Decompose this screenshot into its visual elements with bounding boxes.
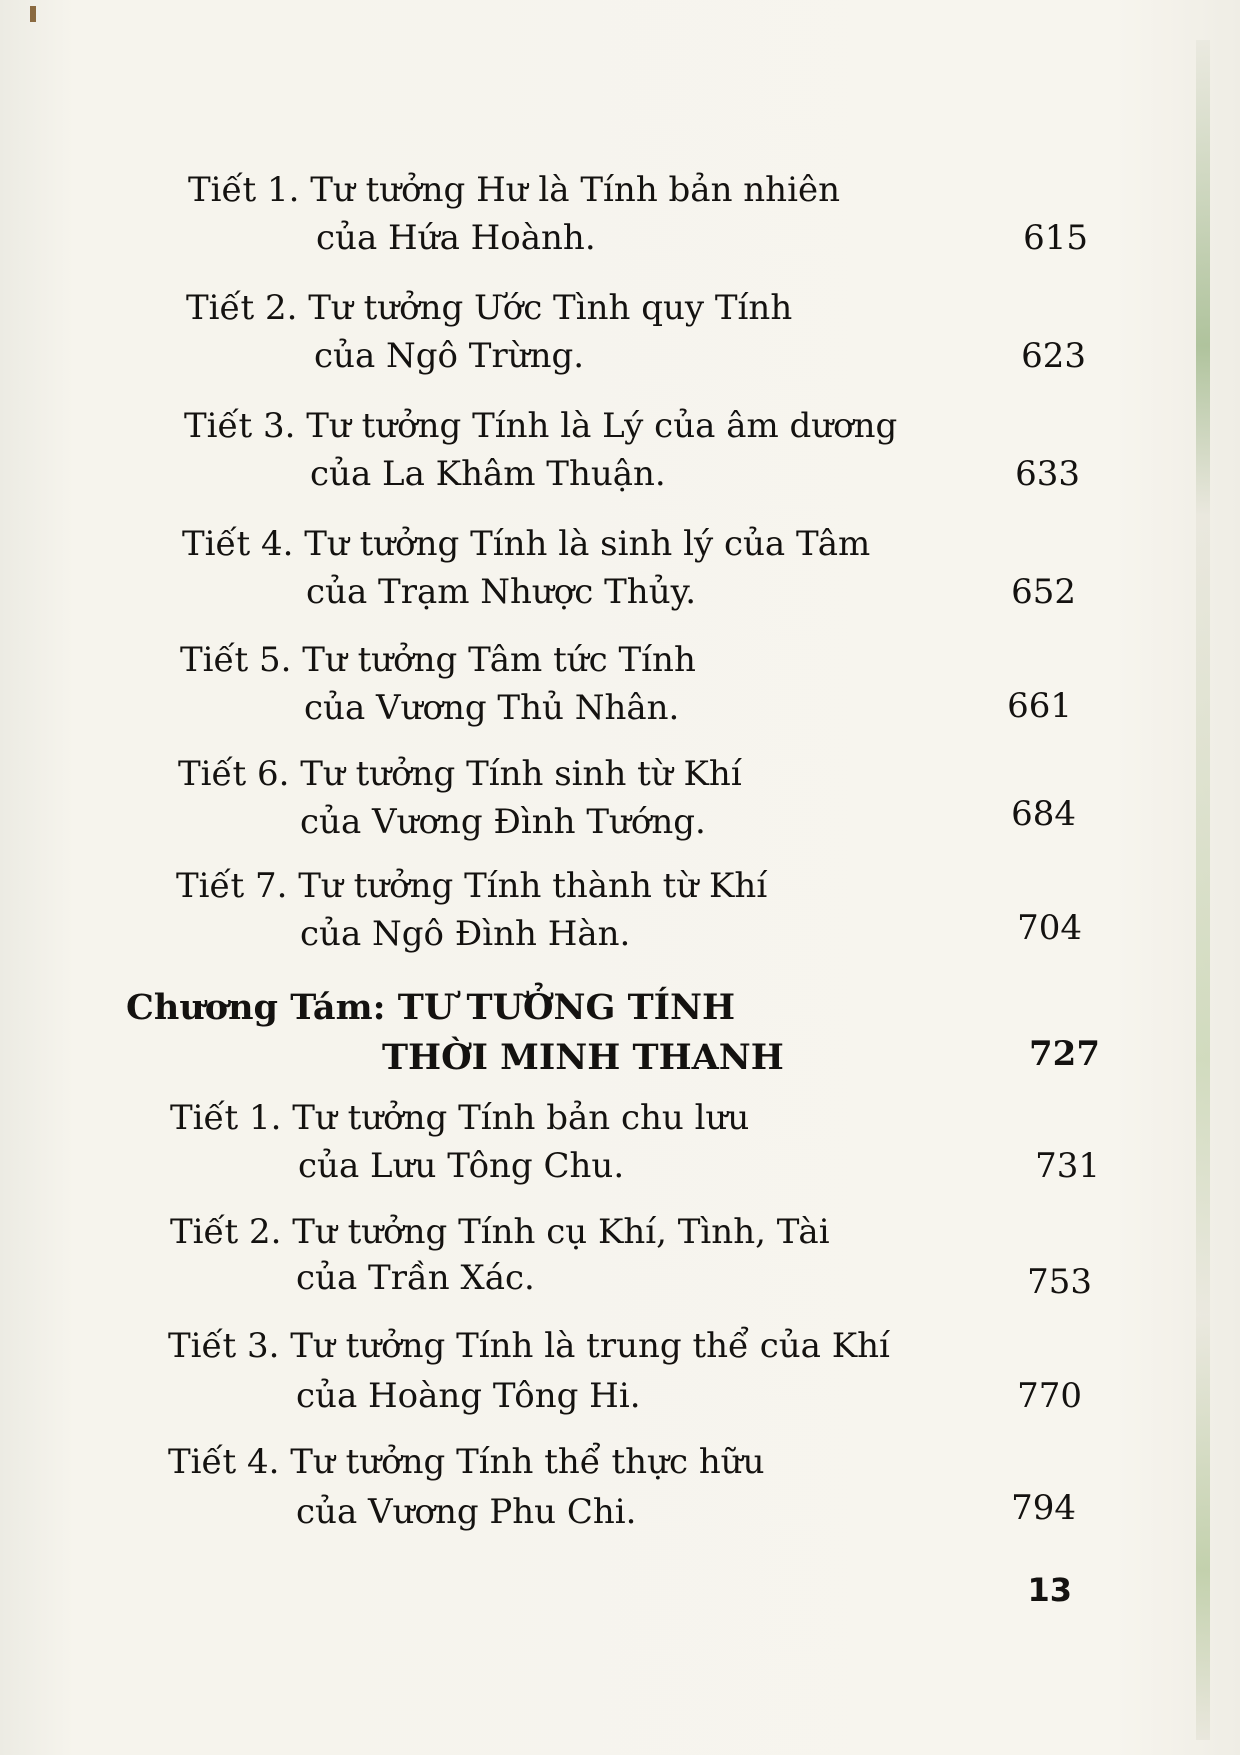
toc-entry-author: của Lưu Tông Chu. bbox=[298, 1146, 625, 1186]
toc-entry-page: 794 bbox=[1011, 1488, 1076, 1528]
toc-entry-author: của La Khâm Thuận. bbox=[310, 454, 666, 494]
page-number: 13 bbox=[1027, 1571, 1072, 1609]
chapter-subtitle: THỜI MINH THANH bbox=[382, 1037, 784, 1078]
toc-entry-title: Tiết 2. Tư tưởng Tính cụ Khí, Tình, Tài bbox=[170, 1212, 830, 1252]
toc-entry-page: 704 bbox=[1017, 908, 1082, 948]
toc-entry-page: 633 bbox=[1015, 454, 1080, 494]
toc-entry-title: Tiết 4. Tư tưởng Tính là sinh lý của Tâm bbox=[182, 524, 871, 564]
toc-entry-author: của Trần Xác. bbox=[296, 1258, 535, 1298]
toc-entry-page: 615 bbox=[1023, 218, 1088, 258]
toc-entry-author: của Trạm Nhược Thủy. bbox=[306, 572, 697, 612]
toc-entry-title: Tiết 3. Tư tưởng Tính là Lý của âm dương bbox=[184, 406, 898, 446]
corner-mark bbox=[30, 6, 36, 22]
toc-entry-author: của Vương Thủ Nhân. bbox=[304, 688, 680, 728]
toc-entry-title: Tiết 5. Tư tưởng Tâm tức Tính bbox=[180, 640, 696, 680]
toc-entry-page: 753 bbox=[1027, 1262, 1092, 1302]
toc-entry-title: Tiết 4. Tư tưởng Tính thể thực hữu bbox=[168, 1442, 765, 1482]
page-edge bbox=[1196, 40, 1210, 1740]
toc-entry-page: 661 bbox=[1007, 686, 1072, 726]
toc-entry-page: 731 bbox=[1035, 1146, 1100, 1186]
toc-entry-page: 623 bbox=[1021, 336, 1086, 376]
toc-entry-author: của Vương Đình Tướng. bbox=[300, 802, 706, 842]
chapter-title: Chương Tám: TƯ TƯỞNG TÍNH bbox=[126, 987, 736, 1028]
toc-entry-title: Tiết 3. Tư tưởng Tính là trung thể của Khí bbox=[168, 1326, 890, 1366]
toc-entry-author: của Hoàng Tông Hi. bbox=[296, 1376, 641, 1416]
chapter-page: 727 bbox=[1029, 1034, 1100, 1074]
toc-entry-title: Tiết 1. Tư tưởng Tính bản chu lưu bbox=[170, 1098, 750, 1138]
toc-entry-page: 770 bbox=[1017, 1376, 1082, 1416]
toc-entry-author: của Ngô Trừng. bbox=[314, 336, 585, 376]
toc-entry-author: của Vương Phu Chi. bbox=[296, 1492, 637, 1532]
toc-entry-title: Tiết 6. Tư tưởng Tính sinh từ Khí bbox=[178, 754, 742, 794]
toc-entry-title: Tiết 2. Tư tưởng Ước Tình quy Tính bbox=[186, 288, 793, 328]
toc-entry-author: của Ngô Đình Hàn. bbox=[300, 914, 631, 954]
toc-entry-page: 652 bbox=[1011, 572, 1076, 612]
toc-entry-title: Tiết 1. Tư tưởng Hư là Tính bản nhiên bbox=[188, 170, 840, 210]
toc-entry-author: của Hứa Hoành. bbox=[316, 218, 596, 258]
toc-entry-page: 684 bbox=[1011, 794, 1076, 834]
toc-entry-title: Tiết 7. Tư tưởng Tính thành từ Khí bbox=[176, 866, 768, 906]
